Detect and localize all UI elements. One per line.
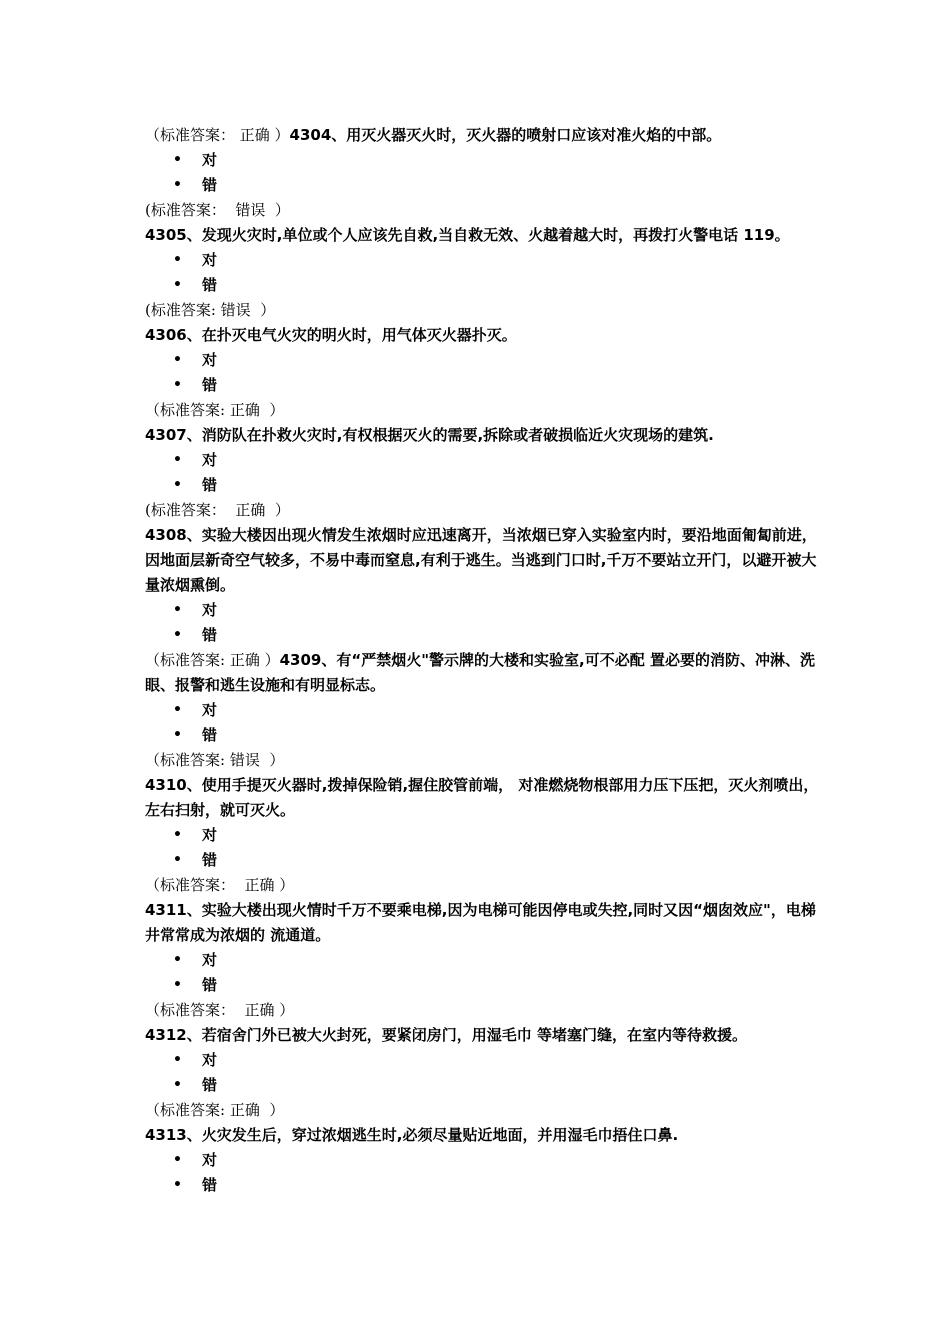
document-page: [145, 123, 825, 1198]
answer-label: （标准答案： 正确 ）: [145, 876, 295, 894]
option-true: • 对: [145, 448, 825, 473]
answer-label: (标准答案： 错误 ）: [145, 201, 290, 219]
option-false: • 错: [145, 273, 825, 298]
bullet-icon: •: [173, 627, 182, 643]
answer-label: （标准答案： 正确 ）: [145, 1001, 295, 1019]
option-true: • 对: [145, 698, 825, 723]
question-4304: [145, 123, 825, 148]
option-true: • 对: [145, 348, 825, 373]
question-text: 4309、有“严禁烟火"警示牌的大楼和实验室,可不必配 置必要的消防、冲淋、洗眼、报警和逃生设施和有明显标志。: [145, 651, 815, 694]
option-false: • 错: [145, 623, 825, 648]
bullet-icon: •: [173, 1077, 182, 1093]
option-true: • 对: [145, 948, 825, 973]
answer-label: （标准答案: 错误 ）: [145, 751, 285, 769]
option-false: • 错: [145, 1073, 825, 1098]
question-text: 4304、用灭火器灭火时，灭火器的喷射口应该对准火焰的中部。: [289, 126, 722, 144]
option-true: • 对: [145, 248, 825, 273]
bullet-icon: •: [173, 852, 182, 868]
option-false: • 错: [145, 373, 825, 398]
bullet-icon: •: [173, 177, 182, 193]
bullet-icon: •: [173, 452, 182, 468]
option-true: • 对: [145, 823, 825, 848]
option-false: • 错: [145, 1173, 825, 1198]
question-4305: 4305、发现火灾时,单位或个人应该先自救,当自救无效、火越着越大时，再拨打火警电话 119。: [145, 226, 790, 244]
bullet-icon: •: [173, 1052, 182, 1068]
option-true: • 对: [145, 598, 825, 623]
option-false: • 错: [145, 723, 825, 748]
question-4306: 4306、在扑灭电气火灾的明火时，用气体灭火器扑灭。: [145, 326, 517, 344]
bullet-icon: •: [173, 977, 182, 993]
bullet-icon: •: [173, 1152, 182, 1168]
bullet-icon: •: [173, 377, 182, 393]
question-4308: 4308、实验大楼因出现火情发生浓烟时应迅速离开，当浓烟已穿入实验室内时，要沿地面匍匐前进，因地面层新奇空气较多，不易中毒而窒息,有利于逃生。当逃到门口时,千万不要站立开门，以避开被大量浓烟熏倒。: [145, 526, 817, 594]
answer-label: (标准答案： 正确 ）: [145, 501, 290, 519]
bullet-icon: •: [173, 1177, 182, 1193]
question-4310: 4310、使用手提灭火器时,拨掉保险销,握住胶管前端， 对准燃烧物根部用力压下压把，灭火剂喷出，左右扫射，就可灭火。: [145, 776, 819, 819]
option-true: • 对: [145, 1148, 825, 1173]
bullet-icon: •: [173, 602, 182, 618]
answer-label: （标准答案: 正确 ）: [145, 651, 280, 669]
option-true: • 对: [145, 1048, 825, 1073]
option-false: • 错: [145, 473, 825, 498]
question-4312: 4312、若宿舍门外已被大火封死，要紧闭房门，用湿毛巾 等堵塞门缝，在室内等待救援。: [145, 1026, 747, 1044]
question-4307: 4307、消防队在扑救火灾时,有权根据灭火的需要,拆除或者破损临近火灾现场的建筑.: [145, 426, 714, 444]
bullet-icon: •: [173, 702, 182, 718]
option-false: • 错: [145, 173, 825, 198]
question-4311: 4311、实验大楼出现火情时千万不要乘电梯,因为电梯可能因停电或失控,同时又因“烟囱效应"，电梯井常常成为浓烟的 流通道。: [145, 901, 816, 944]
bullet-icon: •: [173, 952, 182, 968]
option-false: • 错: [145, 973, 825, 998]
answer-label: (标准答案: 错误 ）: [145, 301, 276, 319]
answer-label: （标准答案: 正确 ）: [145, 1101, 285, 1119]
bullet-icon: •: [173, 477, 182, 493]
bullet-icon: •: [173, 252, 182, 268]
question-4313: 4313、火灾发生后，穿过浓烟逃生时,必须尽量贴近地面，并用湿毛巾捂住口鼻.: [145, 1126, 679, 1144]
option-true: • 对: [145, 148, 825, 173]
answer-label: （标准答案： 正确 ）: [145, 126, 290, 144]
bullet-icon: •: [173, 827, 182, 843]
bullet-icon: •: [173, 352, 182, 368]
answer-label: （标准答案: 正确 ）: [145, 401, 285, 419]
bullet-icon: •: [173, 727, 182, 743]
bullet-icon: •: [173, 152, 182, 168]
bullet-icon: •: [173, 277, 182, 293]
option-false: • 错: [145, 848, 825, 873]
question-4309: [145, 648, 825, 698]
